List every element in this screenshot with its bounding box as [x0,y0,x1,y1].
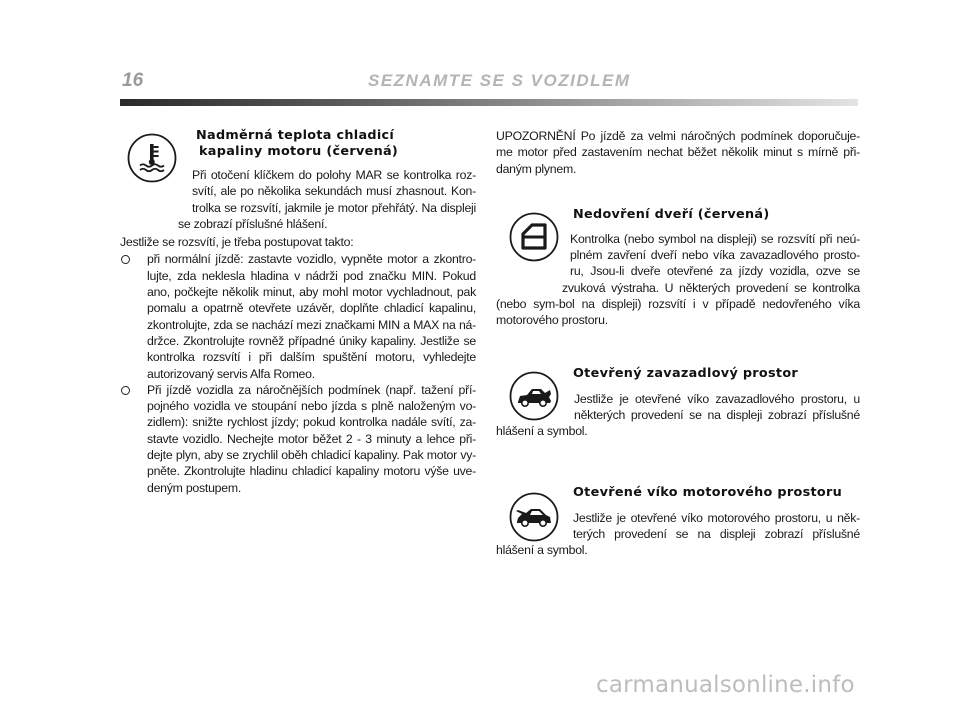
trunk-section [496,366,860,440]
trunk-text: Jestliže je otevřené víko zavazadlového prostoru, u některých provedení se na displeji zobrazí příslušné hlášení a symbol. [496,391,860,439]
header-rule [120,99,858,106]
doors-heading: Nedovření dveří (červená) [573,206,770,222]
warning-note: UPOZORNĚNÍ Po jízdě za velmi náročných podmínek doporučuje-me motor před zastavením nechat běžet několik minut s mírně při-daným plynem. [496,129,860,176]
watermark: carmanualsonline.info [596,672,855,698]
hood-heading: Otevřené víko motorového prostoru [573,484,843,500]
right-column [496,128,860,558]
door-ajar-icon [508,211,560,263]
list-item: při normální jízdě: zastavte vozidlo, vypněte motor a zkontro-lujte, zda neklesla hladina v nádrži pod značku MIN. Pokud ano, počkejte několik minut, aby mohl motor vychladnout, pak pomalu a opatrně otevřete uzávěr, doplňte chladicí kapalinu, zkontrolujte, zda se nachází mezi značkami MIN a MAX na ná-držce. Zkontrolujte rovněž případné úniky kapaliny. Jestliže se kontrolka rozsvítí i při dalším spuštění motoru, vyhledejte autorizovaný servis Alfa Romeo. [120,251,476,381]
doors-text: Kontrolka (nebo symbol na displeji) se rozsvítí při neú-plném zavření dveří nebo víka zavazadlového prosto-ru, Jsou-li dveře otevřené za jízdy vozidla, ozve se zvuková výstraha. U některých provedení se kontrolka (nebo sym-bol na displeji) rozsvítí i v případě nedovřeného víka motorového prostoru. [496,231,860,328]
coolant-heading-line1: Nadměrná teplota chladicí [196,128,395,143]
coolant-steps [120,251,476,495]
left-column [120,128,476,496]
doors-section [496,207,860,329]
trunk-heading: Otevřený zavazadlový prostor [573,365,799,381]
coolant-lead: Jestliže se rozsvítí, je třeba postupovat takto: [120,235,354,250]
coolant-temperature-icon [126,132,178,184]
coolant-section [120,128,476,232]
page-number: 16 [122,70,144,91]
coolant-heading-line2: kapaliny motoru (červená) [199,144,399,159]
trunk-open-icon [508,370,560,422]
hood-open-icon [508,491,560,543]
hood-text: Jestliže je otevřené víko motorového prostoru, u něk-terých provedení se na displeji zobrazí příslušné hlášení a symbol. [496,510,860,558]
hood-section [496,485,860,559]
running-header: SEZNAMTE SE S VOZIDLEM [368,71,631,90]
coolant-intro: Při otočení klíčkem do polohy MAR se kontrolka roz-svítí, ale po několika sekundách musí zhasnout. Kon-trolka se rozsvítí, jakmile je motor přehřátý. Na displeji se zobrazí příslušné hlášení. [178,168,476,231]
list-item: Při jízdě vozidla za náročnějších podmínek (např. tažení pří-pojného vozidla ve stoupání nebo jízda s plně naloženým vo-zidlem): snižte rychlost jízdy; pokud kontrolka nadále svítí, za-stavte vozidlo. Nechejte motor běžet 2 - 3 minuty a lehce při-dejte plyn, aby se zrychlil oběh chladicí kapaliny. Pak motor vy-pněte. Zkontrolujte hladinu chladicí kapaliny motoru výše uve-deným postupem. [120,382,476,496]
